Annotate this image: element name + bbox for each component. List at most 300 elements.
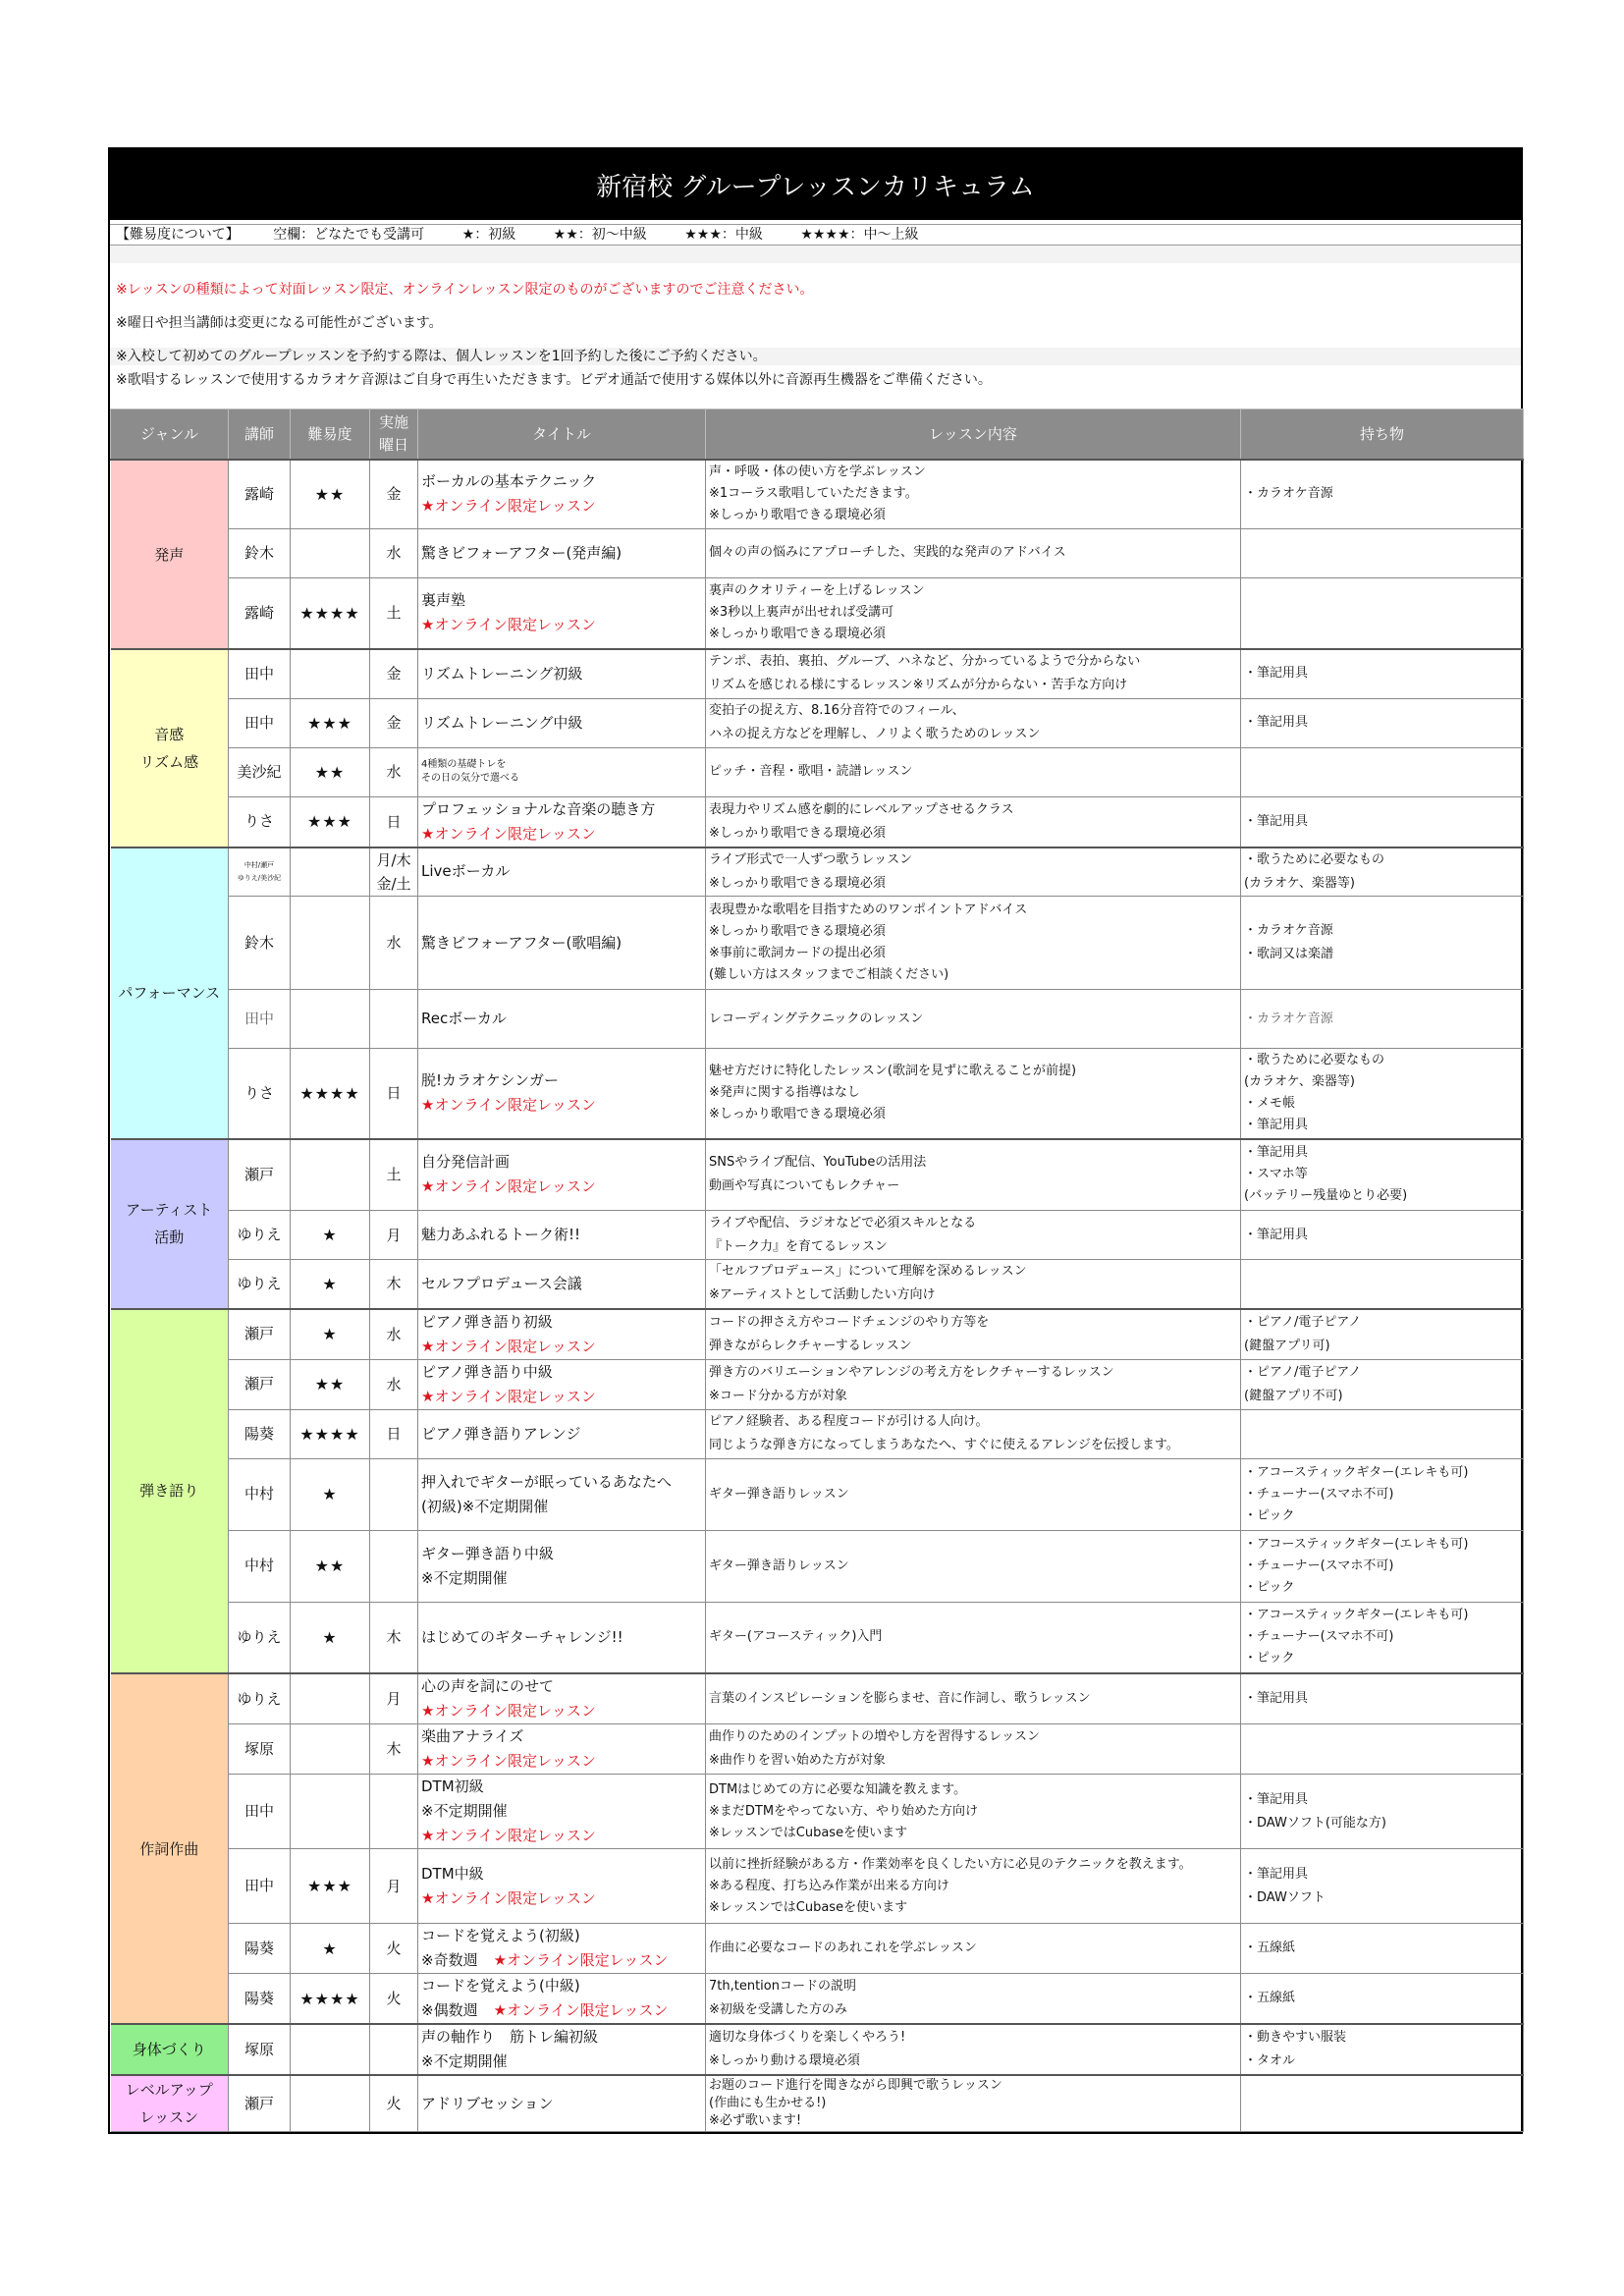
cell-line: 中村/瀬戸 [244,860,275,869]
header-genre: ジャンル [111,410,229,461]
cell-line: 裏声のクオリティーを上げるレッスン [709,583,925,599]
title-cell [418,528,706,577]
cell-line: ・ピアノ/電子ピアノ [1244,1314,1362,1330]
cell-line: ・タオル [1244,2053,1296,2068]
cell-line: プロフェッショナルな音楽の聴き方 [421,799,656,818]
cell-line: DTM中級 [421,1864,484,1883]
cell-line: (カラオケ、楽器等) [1244,875,1355,891]
cell-line: 弾き方のバリエーションやアレンジの考え方をレクチャーするレッスン [709,1364,1114,1380]
table-row [111,1974,1524,2025]
cell-line: ピアノ弾き語り初級 [421,1312,553,1331]
teacher-cell: ゆりえ [229,1260,291,1309]
cell-line: ★オンライン限定レッスン [421,1337,596,1355]
teacher-cell: 瀬戸 [229,1359,291,1409]
cell-line: ※ある程度、打ち込み作業が出来る方向け [709,1878,949,1893]
genre-label: パフォーマンス [118,984,221,1002]
notice-karaoke: ※歌唱するレッスンで使用するカラオケ音源はご自身で再生いただきます。ビデオ通話で使用する媒体以外に音源再生機器をご準備ください。 [116,372,992,388]
notice-first: ※入校して初めてのグループレッスンを予約する際は、個人レッスンを1回予約した後にご予約ください。 [110,348,1521,365]
teacher-cell: 露崎 [229,460,291,528]
table-row [111,796,1524,847]
header-title: タイトル [418,410,706,461]
table-row [111,1409,1524,1458]
level-cell [291,847,370,897]
header-day-line: 実施 [378,413,408,431]
cell-line: ・筆記用具 [1244,1145,1309,1161]
teacher-cell: 田中 [229,649,291,698]
cell-line: DTMはじめての方に必要な知識を教えます。 [709,1781,967,1797]
items-cell [1241,990,1524,1049]
cell-line: ※不定期開催 [421,1568,508,1587]
level-cell: ★ [291,1602,370,1673]
day-cell [370,990,418,1049]
cell-line: 以前に挫折経験がある方・作業効率を良くしたい方に必見のテクニックを教えます。 [709,1856,1192,1872]
cell-line: ・アコースティックギター(エレキも可) [1244,1608,1469,1623]
cell-line: ★オンライン限定レッスン [421,616,596,634]
level-cell: ★ [291,1211,370,1260]
level-cell: ★ [291,1924,370,1974]
teacher-cell: 田中 [229,1775,291,1849]
content-cell [706,847,1241,897]
content-cell [706,1974,1241,2025]
cell-line: ★オンライン限定レッスン [421,1096,596,1115]
cell-line: 弾きながらレクチャーするレッスン [709,1338,912,1353]
cell-line: 同じような弾き方になってしまうあなたへ、すぐに使えるアレンジを伝授します。 [709,1438,1179,1452]
cell-line: ・チューナー(スマホ不可) [1244,1558,1394,1573]
cell-line: ・ピック [1244,1651,1295,1667]
items-cell [1241,1924,1524,1974]
table-row [111,1849,1524,1924]
cell-line: リズムトレーニング中級 [421,713,583,732]
teacher-cell [229,847,291,897]
table-row [111,1530,1524,1602]
cell-line: ・ピック [1244,1579,1295,1595]
items-cell [1241,847,1524,897]
cell-line: リズムを感じれる様にするレッスン※リズムが分からない・苦手な方向け [709,678,1128,693]
cell-line: (鍵盤アプリ不可) [1244,1388,1343,1403]
level-cell: ★★★ [291,796,370,847]
level-cell [291,1775,370,1849]
table-row [111,649,1524,698]
cell-line: Recボーカル [421,1010,507,1027]
title-cell [418,1458,706,1530]
title-cell [418,1309,706,1360]
title-cell [418,1260,706,1309]
legend-item: ★★★：中級 [684,227,763,243]
cell-line: ピッチ・音程・歌唱・読譜レッスン [709,764,913,779]
notice-online: ※レッスンの種類によって対面レッスン限定、オンラインレッスン限定のものがございますのでご注意ください。 [116,282,814,298]
cell-line: ※しっかり動ける環境必須 [709,2053,860,2068]
items-cell [1241,649,1524,698]
items-cell [1241,1849,1524,1924]
level-cell: ★★ [291,460,370,528]
level-cell: ★ [291,1458,370,1530]
level-cell: ★★ [291,1530,370,1602]
cell-line: ※しっかり歌唱できる環境必須 [709,875,886,891]
title-cell [418,1924,706,1974]
content-cell [706,1260,1241,1309]
cell-line: 表現力やリズム感を劇的にレベルアップさせるクラス [709,801,1014,817]
content-cell [706,649,1241,698]
day-cell: 木 [370,1260,418,1309]
day-cell: 水 [370,897,418,990]
legend-item: ★：初級 [461,227,516,243]
title-cell [418,847,706,897]
teacher-cell: 中村 [229,1530,291,1602]
items-cell [1241,1530,1524,1602]
level-cell [291,528,370,577]
day-cell: 水 [370,1359,418,1409]
cell-line: ・五線紙 [1244,1941,1296,1955]
items-cell [1241,1359,1524,1409]
content-cell [706,1309,1241,1360]
genre-cell [111,1139,229,1309]
teacher-cell: 陽葵 [229,1974,291,2025]
genre-label: 活動 [154,1229,185,1246]
content-cell [706,1211,1241,1260]
content-cell [706,747,1241,796]
cell-line: ・歌詞又は楽譜 [1244,947,1334,961]
title-text: 新宿校 グループレッスンカリキュラム [596,172,1035,202]
items-cell [1241,2075,1524,2132]
header-day [370,410,418,461]
cell-line: 表現豊かな歌唱を目指すためのワンポイントアドバイス [709,902,1028,917]
teacher-cell: 鈴木 [229,528,291,577]
items-cell [1241,1602,1524,1673]
level-cell: ★★★★ [291,1974,370,2025]
cell-line: 自分発信計画 [421,1153,511,1172]
cell-line: (作曲にも生かせる!) [709,2096,827,2110]
cell-line: 心の声を詞にのせて [421,1677,555,1695]
genre-label: 発声 [154,545,185,564]
day-cell: 木 [370,1724,418,1775]
cell-line: ・筆記用具 [1244,813,1309,829]
cell-line: (カラオケ、楽器等) [1244,1074,1355,1090]
cell-line: ★オンライン限定レッスン [421,1387,596,1405]
day-cell: 金 [370,698,418,747]
title-cell [418,1974,706,2025]
items-cell [1241,1724,1524,1775]
content-cell [706,1849,1241,1924]
genre-label: レッスン [139,2108,199,2126]
day-cell: 火 [370,1974,418,2025]
cell-line: 7th,tentionコードの説明 [709,1979,856,1994]
level-cell [291,649,370,698]
content-cell [706,1139,1241,1211]
content-cell [706,1673,1241,1724]
cell-line: ・メモ帳 [1244,1096,1296,1112]
cell-line [421,1948,702,1973]
cell-line: コードを覚えよう(中級) [421,1977,580,1995]
title-cell [418,990,706,1049]
cell-line: ・五線紙 [1244,1991,1296,2005]
cell-line: ※不定期開催 [421,1802,508,1820]
day-cell: 木 [370,1602,418,1673]
legend-item: ★★：初〜中級 [553,227,647,243]
cell-line: ピアノ弾き語りアレンジ [421,1424,581,1443]
content-cell [706,897,1241,990]
cell-line: ★オンライン限定レッスン [421,1177,596,1196]
cell-line: 月/木 [376,850,411,869]
cell-line: ・DAWソフト(可能な方) [1244,1815,1386,1831]
teacher-cell: 美沙紀 [229,747,291,796]
cell-line: ★オンライン限定レッスン [421,1702,596,1720]
cell-line: ・チューナー(スマホ不可) [1244,1486,1394,1502]
title-cell [418,1673,706,1724]
cell-line: 楽曲アナライズ [421,1727,524,1745]
teacher-cell: ゆりえ [229,1211,291,1260]
cell-line: ・歌うために必要なもの [1244,1053,1385,1068]
teacher-cell: ゆりえ [229,1673,291,1724]
table-row [111,2075,1524,2132]
genre-label: アーティスト [126,1201,213,1219]
content-cell [706,1409,1241,1458]
day-cell: 水 [370,1309,418,1360]
teacher-cell: 中村 [229,1458,291,1530]
cell-line: ・筆記用具 [1244,1118,1309,1133]
title-cell [418,698,706,747]
title-cell [418,1049,706,1139]
cell-line: ※3秒以上裏声が出せれば受講可 [709,605,894,621]
cell-line: 動画や写真についてもレクチャー [709,1178,900,1194]
teacher-cell: 田中 [229,1849,291,1924]
teacher-cell: 田中 [229,990,291,1049]
title-cell [418,460,706,528]
day-cell: 日 [370,796,418,847]
header-items: 持ち物 [1241,410,1524,461]
cell-line: ライブや配信、ラジオなどで必須スキルとなる [709,1215,977,1230]
items-cell [1241,460,1524,528]
cell-line: ・動きやすい服装 [1244,2030,1347,2045]
day-cell: 月 [370,1211,418,1260]
day-cell: 火 [370,2075,418,2132]
content-cell [706,1049,1241,1139]
cell-line: ・アコースティックギター(エレキも可) [1244,1464,1469,1480]
cell-line: ピアノ経験者、ある程度コードが引ける人向け。 [709,1414,989,1429]
teacher-cell: りさ [229,1049,291,1139]
cell-line: ・ピック [1244,1507,1295,1523]
items-cell [1241,1409,1524,1458]
table-row [111,1211,1524,1260]
cell-line: 4種類の基礎トレを [421,759,507,770]
cell-line: ※しっかり歌唱できる環境必須 [709,627,886,642]
cell-text: ★オンライン限定レッスン [493,2001,669,2019]
title-cell [418,1849,706,1924]
level-cell: ★★★★ [291,1049,370,1139]
items-cell [1241,1775,1524,1849]
content-cell [706,528,1241,577]
genre-label: 音感 [154,725,185,743]
cell-line: コードの押さえ方やコードチェンジのやり方等を [709,1314,990,1330]
genre-cell [111,649,229,847]
table-row [111,1458,1524,1530]
cell-line: ハネの捉え方などを理解し、ノリよく歌うためのレッスン [709,727,1041,741]
level-cell: ★★ [291,747,370,796]
items-cell [1241,2024,1524,2075]
teacher-cell: 露崎 [229,577,291,649]
teacher-cell: 田中 [229,698,291,747]
teacher-cell: 塚原 [229,2024,291,2075]
header-content: レッスン内容 [706,410,1241,461]
title-cell [418,747,706,796]
title-cell [418,1530,706,1602]
cell-line: ・ピアノ/電子ピアノ [1244,1364,1362,1380]
day-cell: 火 [370,1924,418,1974]
genre-cell [111,2075,229,2132]
level-cell: ★★ [291,1359,370,1409]
title-cell [418,1409,706,1458]
content-cell [706,2024,1241,2075]
cell-line: ・スマホ等 [1244,1167,1308,1182]
cell-line: レコーディングテクニックのレッスン [709,1011,924,1026]
level-cell: ★ [291,1309,370,1360]
cell-line: ギター弾き語りレッスン [709,1558,849,1573]
page-title [110,149,1521,220]
cell-line: ライブ形式で一人ずつ歌うレッスン [709,851,913,867]
title-cell [418,1724,706,1775]
items-cell [1241,747,1524,796]
cell-line: コードを覚えよう(初級) [421,1927,580,1944]
title-cell [418,2024,706,2075]
cell-line: ・筆記用具 [1244,715,1309,730]
cell-line: ※曲作りを習い始めた方が対象 [709,1753,886,1768]
level-cell: ★★★★ [291,577,370,649]
cell-line: ・DAWソフト [1244,1889,1326,1905]
cell-line: 魅せ方だけに特化したレッスン(歌詞を見ずに歌えることが前提) [709,1064,1077,1079]
title-cell [418,897,706,990]
table-row [111,1924,1524,1974]
cell-line: (鍵盤アプリ可) [1244,1338,1330,1353]
genre-cell [111,847,229,1139]
genre-label: 弾き語り [139,1482,199,1501]
title-cell [418,1359,706,1409]
level-cell [291,1724,370,1775]
cell-line: 声の軸作り 筋トレ編初級 [421,2028,599,2046]
items-cell [1241,1974,1524,2025]
cell-line: 裏声塾 [421,591,466,610]
cell-line: ※しっかり歌唱できる環境必須 [709,508,886,523]
cell-line: その日の気分で選べる [421,773,519,784]
table-row [111,1775,1524,1849]
genre-label: 作詞作曲 [139,1839,199,1858]
day-cell [370,847,418,897]
header-level: 難易度 [291,410,370,461]
items-cell [1241,1309,1524,1360]
level-cell [291,1139,370,1211]
table-row [111,1602,1524,1673]
table-row [111,1139,1524,1211]
cell-line: ※レッスンではCubaseを使います [709,1899,908,1915]
teacher-cell: ゆりえ [229,1602,291,1673]
teacher-cell: 塚原 [229,1724,291,1775]
cell-line: ・カラオケ音源 [1244,1011,1333,1026]
legend-label: 【難易度について】 [116,227,240,243]
items-cell [1241,1458,1524,1530]
teacher-cell: 陽葵 [229,1924,291,1974]
level-cell: ★★★★ [291,1409,370,1458]
cell-text: ★オンライン限定レッスン [493,1951,669,1969]
cell-line: ★オンライン限定レッスン [421,497,596,516]
cell-line: SNSやライブ配信、YouTubeの活用法 [709,1155,927,1171]
title-cell [418,1139,706,1211]
level-cell [291,897,370,990]
table-row [111,1309,1524,1360]
cell-line: ※まだDTMをやってない方、やり始めた方向け [709,1803,979,1819]
legend-item: 空欄：どなたでも受講可 [273,227,425,243]
table-row [111,698,1524,747]
table-row [111,897,1524,990]
cell-line: 言葉のインスピレーションを膨らませ、音に作詞し、歌うレッスン [709,1691,1091,1706]
day-cell [370,1458,418,1530]
genre-cell [111,1309,229,1674]
cell-line: ギター(アコースティック)入門 [709,1629,883,1645]
table-row [111,577,1524,649]
cell-line: アドリブセッション [421,2094,554,2112]
cell-line: 適切な身体づくりを楽しくやろう! [709,2030,906,2045]
cell-line: ギター弾き語りレッスン [709,1486,849,1502]
day-cell: 月 [370,1673,418,1724]
cell-line: DTM初級 [421,1777,484,1795]
difficulty-legend [110,224,1521,246]
cell-text: ※奇数週 [421,1951,478,1969]
cell-line: テンポ、表拍、裏拍、グルーブ、ハネなど、分かっているようで分からない [709,654,1141,670]
cell-line: ・カラオケ音源 [1244,923,1333,938]
items-cell [1241,1211,1524,1260]
level-cell [291,2024,370,2075]
cell-line: 「セルフプロデュース」について理解を深めるレッスン [709,1264,1027,1280]
cell-line: ・カラオケ音源 [1244,486,1333,502]
cell-line: ゆりえ/美沙紀 [237,873,282,882]
content-cell [706,1602,1241,1673]
genre-cell [111,460,229,649]
table-row [111,1359,1524,1409]
table-row [111,1049,1524,1139]
content-cell [706,990,1241,1049]
items-cell [1241,1049,1524,1139]
cell-line: 曲作りのためのインプットの増やし方を習得するレッスン [709,1729,1040,1744]
teacher-cell: 陽葵 [229,1409,291,1458]
level-cell: ★★★ [291,698,370,747]
day-cell: 金 [370,649,418,698]
items-cell [1241,528,1524,577]
cell-line: ※しっかり歌唱できる環境必須 [709,924,886,939]
cell-line: 魅力あふれるトーク術!! [421,1226,581,1243]
cell-line: ・筆記用具 [1244,1691,1309,1706]
cell-text: ※偶数週 [421,2001,478,2019]
content-cell [706,1530,1241,1602]
content-cell [706,1775,1241,1849]
title-cell [418,1602,706,1673]
table-row [111,460,1524,528]
title-cell [418,649,706,698]
table-row [111,990,1524,1049]
cell-line: (バッテリー残量ゆとり必要) [1244,1188,1408,1204]
cell-line: ★オンライン限定レッスン [421,824,596,843]
content-cell [706,698,1241,747]
items-cell [1241,1260,1524,1309]
cell-line: ※必ず歌います! [709,2113,802,2128]
table-row [111,528,1524,577]
title-cell [418,577,706,649]
genre-label: 身体づくり [132,2041,206,2058]
cell-line: (難しい方はスタッフまでご相談ください) [709,967,949,982]
day-cell: 水 [370,528,418,577]
items-cell [1241,577,1524,649]
cell-line: ★オンライン限定レッスン [421,1752,596,1770]
items-cell [1241,1139,1524,1211]
cell-line: ※しっかり歌唱できる環境必須 [709,825,886,841]
day-cell: 月 [370,1849,418,1924]
cell-line: ※しっかり歌唱できる環境必須 [709,1107,886,1122]
